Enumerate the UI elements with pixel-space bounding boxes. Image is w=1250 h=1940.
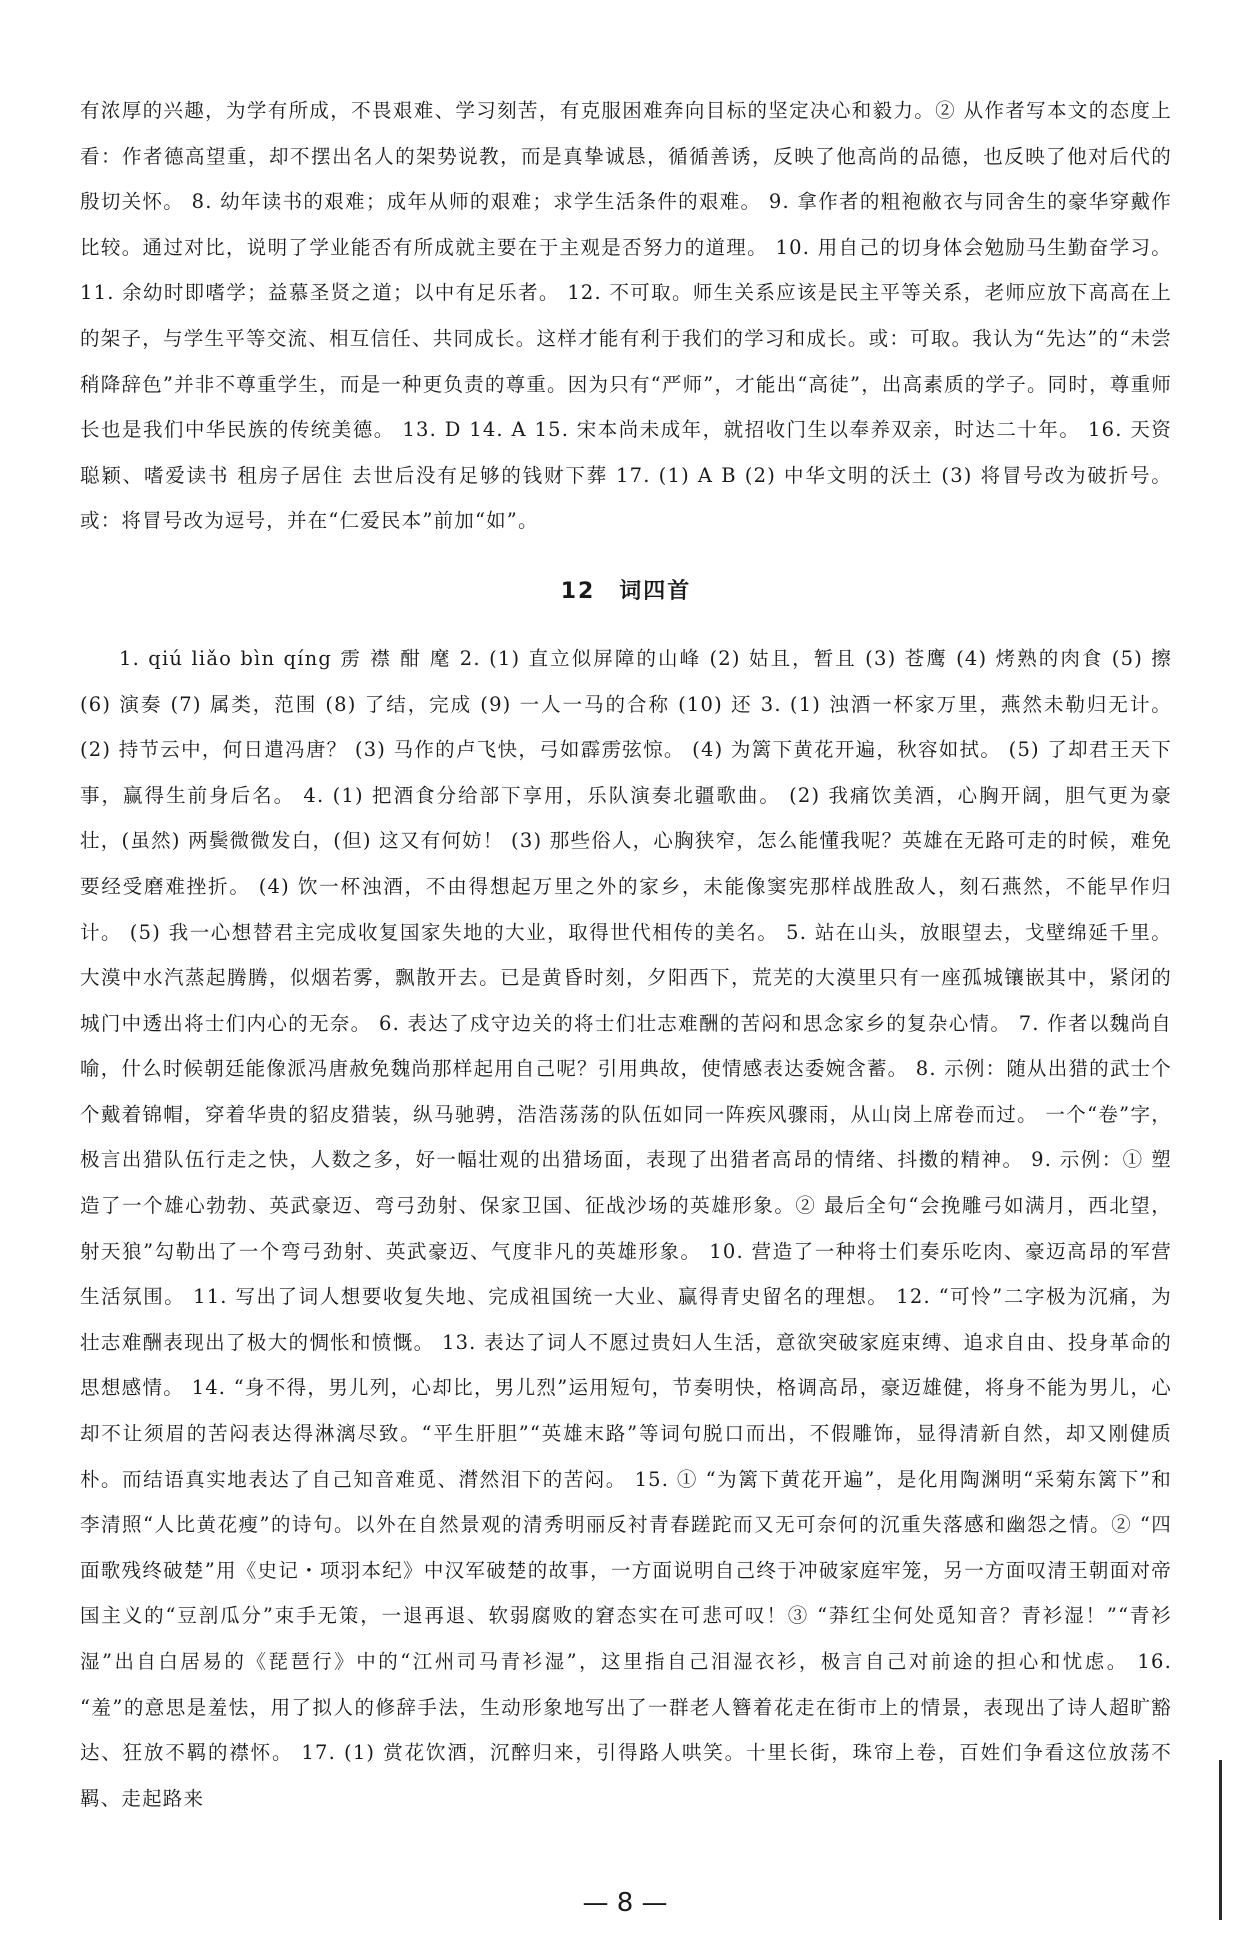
page-number: — 8 — (582, 1888, 668, 1918)
section-answer-text: 1. qiú liǎo bìn qíng 雳 襟 酣 麾 2. (1) 直立似屏障的山峰 (2) 姑且，暂且 (3) 苍鹰 (4) 烤熟的肉食 (5) 擦 (6) 演奏 (7) 属类，范围 (8) 了结，完成 (9) 一人一马的合称 (10) 还 3. (1) 浊酒一杯家万里，燕然未勒归无计。 (2) 持节云中，何日遣冯唐？ (3) 马作的卢飞快，弓如霹雳弦惊。 (4) 为篱下黄花开遍，秋容如拭。 (5) 了却君王天下事，赢得生前身后名。 4. (1) 把酒食分给部下享用，乐队演奏北疆歌曲。 (2) 我痛饮美酒，心胸开阔，胆气更为豪壮，(虽然) 两鬓微微发白，(但) 这又有何妨！ (3) 那些俗人，心胸狭窄，怎么能懂我呢？英雄在无路可走的时候，难免要经受磨难挫折。 (4) 饮一杯浊酒，不由得想起万里之外的家乡，未能像窦宪那样战胜敌人，刻石燕然，不能早作归计。 (5) 我一心想替君主完成收复国家失地的大业，取得世代相传的美名。 5. 站在山头，放眼望去，戈壁绵延千里。大漠中水汽蒸起腾腾，似烟若雾，飘散开去。已是黄昏时刻，夕阳西下，荒芜的大漠里只有一座孤城镶嵌其中，紧闭的城门中透出将士们内心的无奈。 6. 表达了戍守边关的将士们壮志难酬的苦闷和思念家乡的复杂心情。 7. 作者以魏尚自喻，什么时候朝廷能像派冯唐赦免魏尚那样起用自己呢？引用典故，使情感表达委婉含蓄。 8. 示例：随从出猎的武士个个戴着锦帽，穿着华贵的貂皮猎装，纵马驰骋，浩浩荡荡的队伍如同一阵疾风骤雨，从山岗上席卷而过。 一个“卷”字，极言出猎队伍行走之快，人数之多，好一幅壮观的出猎场面，表现了出猎者高昂的情绪、抖擞的精神。 9. 示例：① 塑造了一个雄心勃勃、英武豪迈、弯弓劲射、保家卫国、征战沙场的英雄形象。② 最后全句“会挽雕弓如满月，西北望，射天狼”勾勒出了一个弯弓劲射、英武豪迈、气度非凡的英雄形象。 10. 营造了一种将士们奏乐吃肉、豪迈高昂的军营生活氛围。 11. 写出了词人想要收复失地、完成祖国统一大业、赢得青史留名的理想。 12. “可怜”二字极为沉痛，为壮志难酬表现出了极大的惆怅和愤慨。 13. 表达了词人不愿过贵妇人生活，意欲突破家庭束缚、追求自由、投身革命的思想感情。 14. “身不得，男儿列，心却比，男儿烈”运用短句，节奏明快，格调高昂，豪迈雄健，将身不能为男儿，心却不让须眉的苦闷表达得淋漓尽致。“平生肝胆”“英雄末路”等词句脱口而出，不假雕饰，显得清新自然，却又刚健质朴。而结语真实地表达了自己知音难觅、潸然泪下的苦闷。 15. ① “为篱下黄花开遍”，是化用陶渊明“采菊东篱下”和李清照“人比黄花瘦”的诗句。以外在自然景观的清秀明丽反衬青春蹉跎而又无可奈何的沉重失落感和幽怨之情。② “四面歌残终破楚”用《史记・项羽本纪》中汉军破楚的故事，一方面说明自己终于冲破家庭牢笼，另一方面叹清王朝面对帝国主义的“豆剖瓜分”束手无策，一退再退、软弱腐败的窘态实在可悲可叹！③ “莽红尘何处觅知音？青衫湿！”“青衫湿”出自白居易的《琵琶行》中的“江州司马青衫湿”，这里指自己泪湿衣衫，极言自己对前途的担心和忧虑。 16. “羞”的意思是羞怯，用了拟人的修辞手法，生动形象地写出了一群老人簪着花走在街市上的情景，表现出了诗人超旷豁达、狂放不羁的襟怀。 17. (1) 赏花饮酒，沉醉归来，引得路人哄笑。十里长街，珠帘上卷，百姓们争看这位放荡不羁、走起路来 (80, 646, 1172, 1810)
continued-answer-text: 有浓厚的兴趣，为学有所成，不畏艰难、学习刻苦，有克服困难奔向目标的坚定决心和毅力。② 从作者写本文的态度上看：作者德高望重，却不摆出名人的架势说教，而是真挚诚恳，循循善诱，反映了他高尚的品德，也反映了他对后代的殷切关怀。 8. 幼年读书的艰难；成年从师的艰难；求学生活条件的艰难。 9. 拿作者的粗袍敝衣与同舍生的豪华穿戴作比较。通过对比，说明了学业能否有所成就主要在于主观是否努力的道理。 10. 用自己的切身体会勉励马生勤奋学习。 11. 余幼时即嗜学；益慕圣贤之道；以中有足乐者。 12. 不可取。师生关系应该是民主平等关系，老师应放下高高在上的架子，与学生平等交流、相互信任、共同成长。这样才能有利于我们的学习和成长。或：可取。我认为“先达”的“未尝稍降辞色”并非不尊重学生，而是一种更负责的尊重。因为只有“严师”，才能出“高徒”，出高素质的学子。同时，尊重师长也是我们中华民族的传统美德。 13. D 14. A 15. 宋本尚未成年，就招收门生以奉养双亲，时达二十年。 16. 天资聪颖、嗜爱读书 租房子居住 去世后没有足够的钱财下葬 17. (1) A B (2) 中华文明的沃土 (3) 将冒号改为破折号。或：将冒号改为逗号，并在“仁爱民本”前加“如”。 (80, 99, 1172, 533)
section-title: 12 词四首 (560, 578, 692, 604)
page-content (80, 88, 1172, 1821)
